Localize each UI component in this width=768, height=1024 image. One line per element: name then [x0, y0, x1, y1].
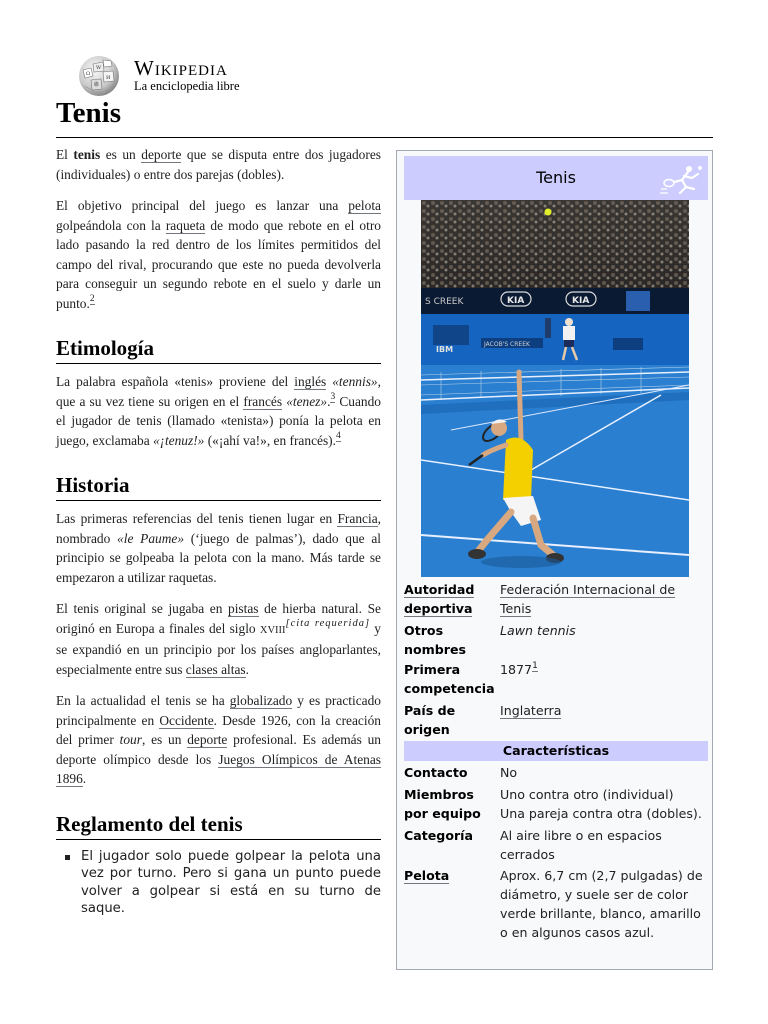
citation-needed[interactable]: [cita requerida]	[285, 617, 371, 629]
link-deporte[interactable]: deporte	[141, 147, 182, 162]
infobox	[396, 150, 713, 970]
svg-text:KIA: KIA	[572, 296, 590, 306]
reference-2[interactable]: 2	[89, 293, 95, 304]
wikipedia-globe-icon	[73, 52, 125, 98]
tennis-player-icon	[658, 162, 704, 196]
infobox-label: Autoridad deportiva	[404, 582, 475, 616]
section-heading-etimologia: Etimología	[56, 335, 381, 364]
infobox-label: Miembros por equipo	[404, 787, 481, 821]
link-frances[interactable]: francés	[243, 393, 283, 409]
reglamento-list	[56, 848, 381, 918]
link-clases-altas[interactable]: clases altas	[185, 661, 246, 677]
infobox-label: Categoría	[404, 828, 473, 843]
svg-text:S CREEK: S CREEK	[425, 297, 464, 307]
historia-paragraph-2: El tenis original se jugaba en pistas de hierba natural. Se originó en Europa a finales del siglo XVIII[cita requerida] y se expandió en un principio por los países angloparlantes, especialmente entre sus clases altas.	[56, 601, 381, 677]
infobox-value: Uno contra otro (individual) Una pareja contra otra (dobles).	[500, 787, 702, 821]
link-raqueta[interactable]: raqueta	[165, 217, 206, 233]
svg-text:И: И	[106, 75, 111, 81]
infobox-label: Pelota	[404, 868, 450, 883]
link-occidente[interactable]: Occidente	[159, 712, 214, 728]
wikipedia-wordmark: Wikipedia	[134, 56, 228, 80]
infobox-header	[404, 156, 708, 200]
historia-paragraph-1: Las primeras referencias del tenis tienen lugar en Francia, nombrado «le Paume» (‘juego de palmas’), dado que al principio se golpeaba la pelota con la mano. Más tarde se empezaron a utilizar raquetas.	[56, 511, 381, 585]
section-heading-reglamento: Reglamento del tenis	[56, 811, 381, 840]
historia-paragraph-3: En la actualidad el tenis se ha globalizado y es practicado principalmente en Occidente. Desde 1926, con la creación del primer tour, es un deporte profesional. Es además un deporte olímpico desde los Juegos Olímpicos de Atenas 1896.	[56, 693, 382, 786]
link-globalizado[interactable]: globalizado	[229, 693, 293, 708]
svg-text:IBM: IBM	[436, 345, 454, 354]
svg-text:JACOB'S CREEK: JACOB'S CREEK	[484, 341, 530, 348]
intro-paragraph-2: El objetivo principal del juego es lanzar una pelota golpeándola con la raqueta de modo que rebote en el otro lado pasando la red dentro de los límites permitidos del campo del rival, procurando que este no pueda devolverla para conseguir un segundo rebote en el suelo y darle un punto.$^2$	[56, 198, 381, 311]
link-pelota[interactable]: pelota	[348, 198, 381, 213]
link-francia[interactable]: Francia	[337, 511, 378, 526]
intro-paragraph-1: El tenis es un deporte que se disputa entre dos jugadores (individuales) o entre dos parejas (dobles).	[56, 147, 381, 182]
wikipedia-logo[interactable]	[73, 52, 253, 98]
link-ingles[interactable]: inglés	[294, 374, 327, 389]
infobox-value	[500, 580, 708, 618]
infobox-label: Primera competencia	[404, 662, 495, 696]
svg-text:維: 維	[94, 82, 100, 88]
infobox-title: Tenis	[536, 168, 576, 187]
svg-text:KIA: KIA	[507, 296, 525, 306]
link-pistas[interactable]: pistas	[228, 601, 259, 616]
infobox-value: Al aire libre o en espacios cerrados	[500, 828, 662, 862]
reference-1[interactable]: 1	[532, 661, 538, 671]
article-body	[56, 143, 381, 918]
wikipedia-tagline: La enciclopedia libre	[134, 79, 240, 93]
infobox-value: Aprox. 6,7 cm (2,7 pulgadas) de diámetro, y suele ser de color verde brillante, blanco, amarillo o en algunos casos azul.	[500, 868, 703, 940]
svg-text:W: W	[96, 65, 102, 71]
page-title: Tenis	[56, 97, 122, 129]
link-federacion-internacional[interactable]: Federación Internacional de Tenis	[500, 582, 676, 616]
infobox-label: País de origen	[404, 703, 456, 737]
infobox-value: No	[500, 765, 518, 780]
bold-term: tenis	[73, 147, 101, 162]
svg-text:Ω: Ω	[86, 71, 91, 77]
section-heading-historia: Historia	[56, 472, 381, 501]
infobox-value: 1877$^1$	[500, 661, 538, 677]
reference-4[interactable]: 4	[335, 430, 341, 441]
link-inglaterra[interactable]: Inglaterra	[500, 703, 562, 718]
list-item: El jugador solo puede golpear la pelota una vez por turno. Pero si gana un punto puede volver a golpear si está en su turno de saque.	[56, 848, 381, 918]
infobox-section-caracteristicas: Características	[404, 741, 708, 761]
infobox-label: Contacto	[404, 765, 468, 780]
etimologia-paragraph: La palabra española «tenis» proviene del inglés «tennis», que a su vez tiene su origen en el francés «tenez».$^3$ Cuando el jugador de tenis (llamado «tenista») ponía la pelota en juego, exclamaba «¡tenuz!» («¡ahí va!», en francés).$^4$	[56, 374, 381, 448]
link-deporte-profesional[interactable]: deporte	[187, 732, 228, 747]
reference-3[interactable]: 3	[330, 391, 336, 402]
tennis-serve-photo	[421, 200, 689, 577]
infobox-value	[500, 701, 708, 720]
link-juegos-olimpicos-1896[interactable]: Juegos Olímpicos de Atenas 1896	[56, 751, 381, 786]
infobox-label: Otros nombres	[404, 623, 467, 657]
title-divider	[56, 137, 713, 138]
infobox-value: Lawn tennis	[500, 623, 576, 638]
